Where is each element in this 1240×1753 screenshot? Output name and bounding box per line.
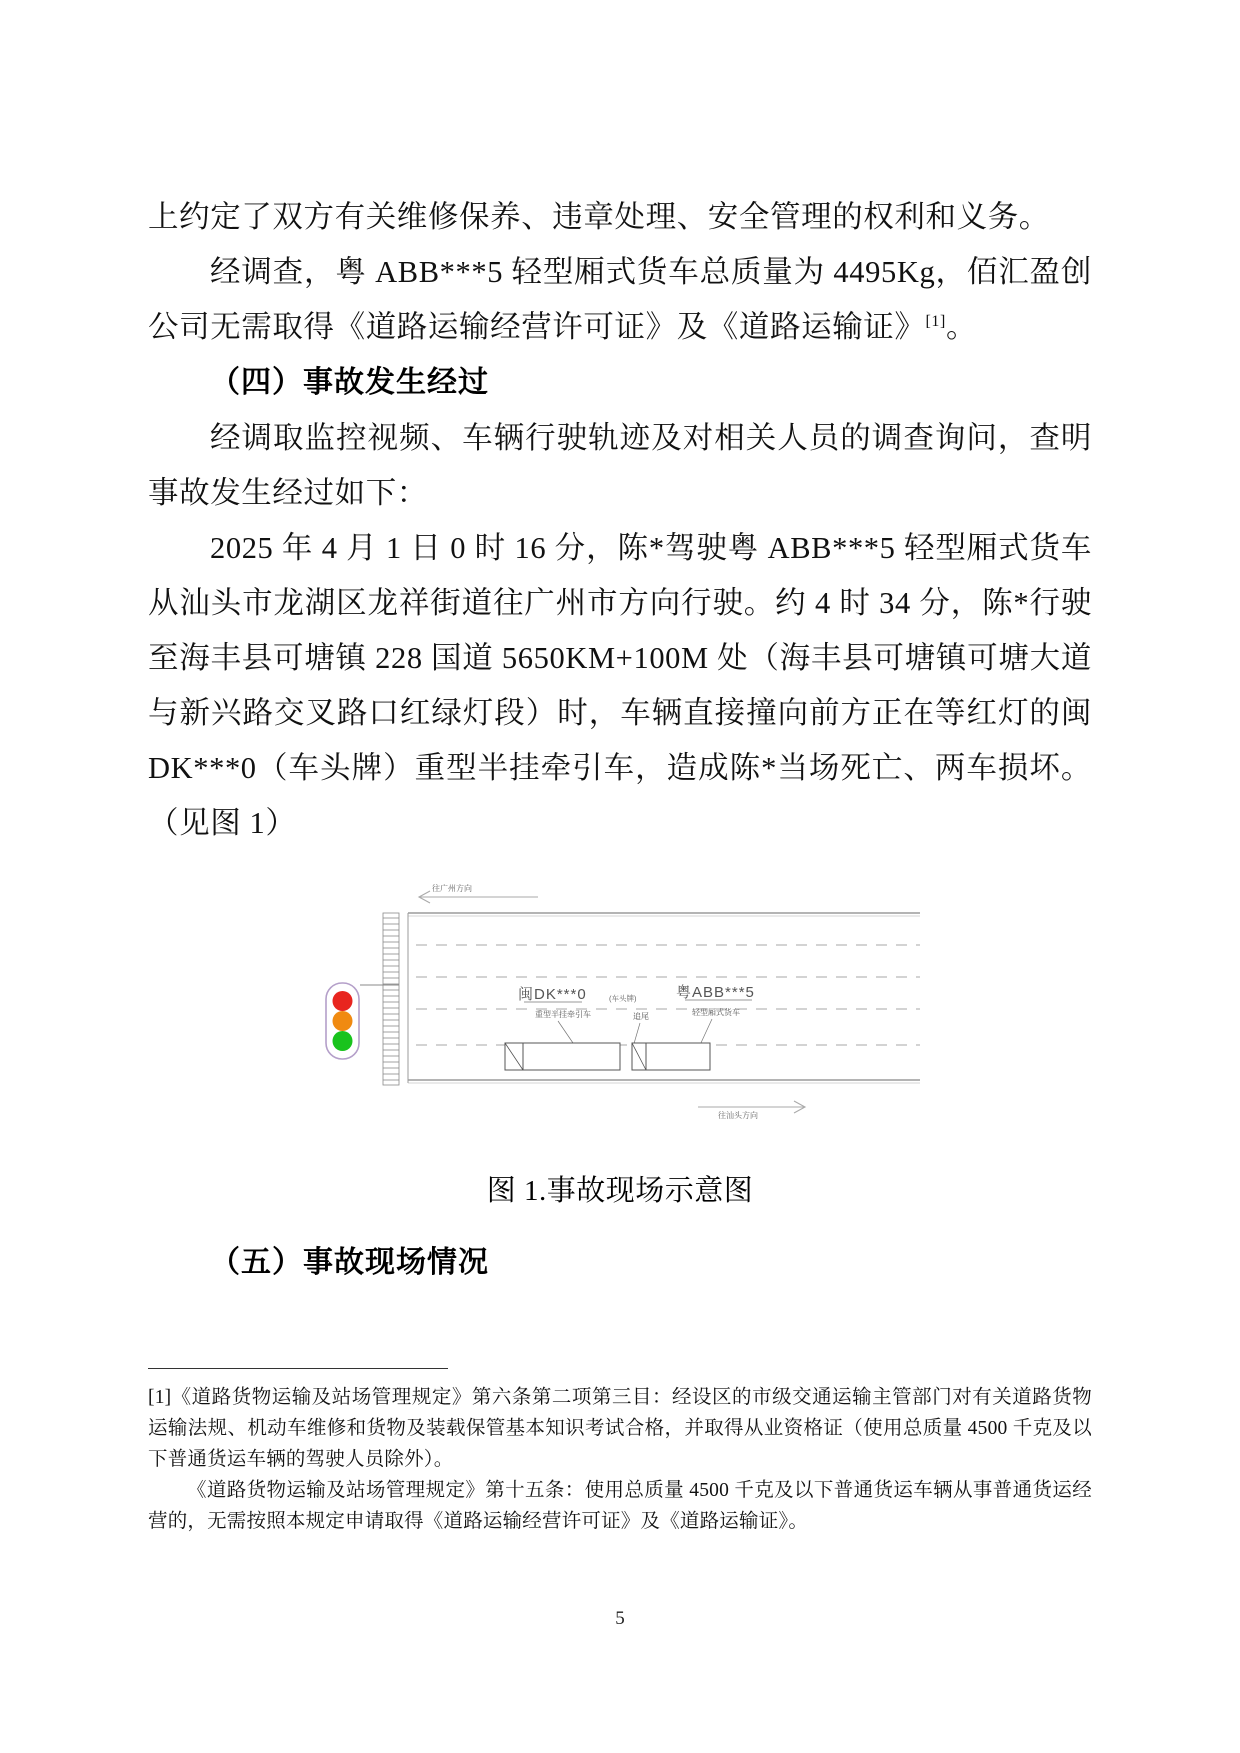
accident-scene-figure — [148, 875, 1092, 1145]
page-number: 5 — [615, 1608, 625, 1629]
accident-scene-diagram — [320, 875, 920, 1145]
vehicle-b-shape — [632, 1043, 710, 1070]
traffic-light-red-lamp — [333, 991, 353, 1011]
paragraph-contract-terms: 上约定了双方有关维修保养、违章处理、安全管理的权利和义务。 — [148, 200, 1050, 234]
vehicle-a-plate-note: (车头牌) — [609, 994, 637, 1003]
vehicle-a-leader-line — [558, 1021, 573, 1043]
collision-label: 追尾 — [633, 1012, 649, 1021]
paragraph-text-main: 经调查，粤 ABB***5 轻型厢式货车总质量为 4495Kg，佰汇盈创公司无需取得《道路运输经营许可证》及《道路运输证》 — [148, 255, 1092, 344]
vehicle-a-type-label: 重型半挂牵引车 — [535, 1010, 591, 1019]
footnote-block — [148, 1368, 1092, 1537]
footnote-item-1: [1]《道路货物运输及站场管理规定》第六条第二项第三目：经设区的市级交通运输主管部门对有关道路货物运输法规、机动车维修和货物及装载保管基本知识考试合格，并取得从业资格证（使用总质量 4500 千克及以下普通货运车辆的驾驶人员除外）。 — [148, 1387, 1092, 1470]
footnote-item-2: 《道路货物运输及站场管理规定》第十五条：使用总质量 4500 千克及以下普通货运车辆从事普通货运经营的，无需按照本规定申请取得《道路运输经营许可证》及《道路运输证》。 — [148, 1480, 1092, 1532]
paragraph-accident-narrative: 2025 年 4 月 1 日 0 时 16 分，陈*驾驶粤 ABB***5 轻型厢式货车从汕头市龙湖区龙祥街道往广州市方向行驶。约 4 时 34 分，陈*行驶至海丰县可塘镇 228 国道 5650KM+100M 处（海丰县可塘镇可塘大道与新兴路交叉路口红绿灯段）时，车辆直接撞向前方正在等红灯的闽 DK***0（车头牌）重型半挂牵引车，造成陈*当场死亡、两车损坏。（见图 1） — [148, 531, 1092, 840]
direction-label-top: 往广州方向 — [432, 884, 472, 893]
paragraph-evidence-collected: 经调取监控视频、车辆行驶轨迹及对相关人员的调查询问，查明事故发生经过如下： — [148, 421, 1092, 510]
page-content — [148, 190, 1092, 1291]
figure-caption: 图 1.事故现场示意图 — [486, 1175, 754, 1207]
direction-arrow-to-shantou — [698, 1101, 805, 1120]
heading-section-five: （五）事故现场情况 — [210, 1246, 489, 1279]
vehicle-b-type-label: 轻型厢式货车 — [692, 1008, 740, 1017]
footnote-reference-marker: [1] — [925, 312, 946, 330]
traffic-light — [326, 983, 359, 1059]
footnote-separator-rule — [148, 1368, 448, 1369]
scene-diagram-svg — [320, 875, 920, 1145]
vehicle-a-shape — [505, 1043, 620, 1070]
traffic-light-green-lamp — [333, 1031, 353, 1051]
paragraph-text-tail: 。 — [945, 310, 978, 344]
stop-line-hatching — [383, 913, 399, 1085]
vehicle-a-plate-label: 闽DK***0 — [518, 986, 587, 1003]
vehicle-b-leader-line — [700, 1019, 712, 1045]
traffic-light-amber-lamp — [333, 1011, 353, 1031]
heading-section-four: （四）事故发生经过 — [210, 366, 489, 399]
direction-label-bottom: 往汕头方向 — [718, 1111, 758, 1120]
vehicle-b-plate-label: 粤ABB***5 — [676, 984, 755, 1001]
paragraph-investigation-weight — [148, 245, 1092, 355]
direction-arrow-to-guangzhou — [419, 883, 538, 903]
